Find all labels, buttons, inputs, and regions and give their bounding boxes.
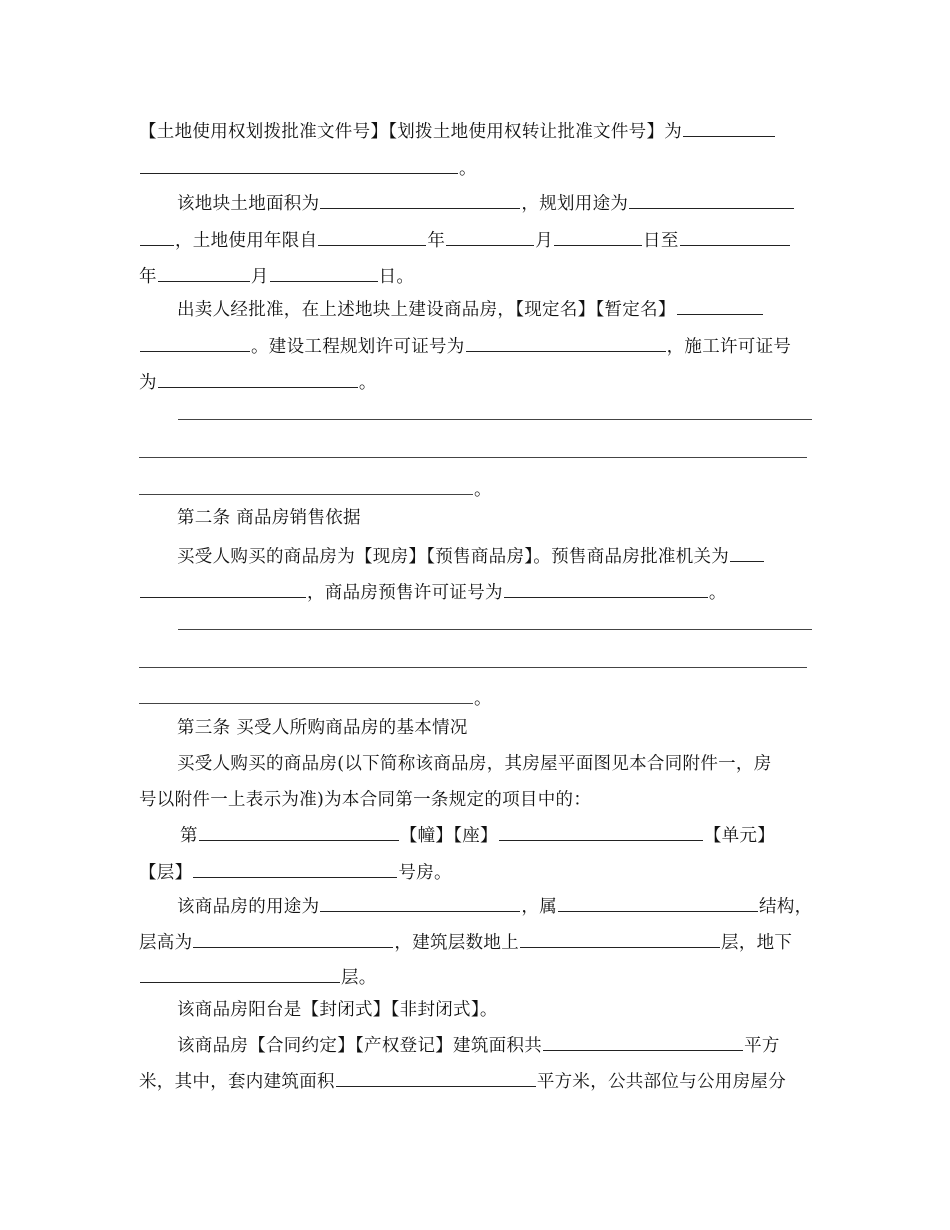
blank-rule[interactable] xyxy=(139,667,807,668)
balcony-text: 该商品房阳台是【封闭式】【非封闭式】。 xyxy=(177,1000,498,1020)
land-term-label: ，土地使用年限自 xyxy=(175,231,318,251)
blank-field[interactable] xyxy=(554,225,642,246)
blank-field[interactable] xyxy=(499,820,703,841)
blank-rule[interactable] xyxy=(139,703,473,704)
day-end-label: 日。 xyxy=(378,267,415,287)
article-2-heading xyxy=(177,504,814,532)
blank-rule[interactable] xyxy=(139,494,473,495)
floors-below-line xyxy=(139,962,814,990)
project-name-text: 出卖人经批准，在上述地块上建设商品房，【现定名】【暂定名】 xyxy=(177,300,676,320)
floor-line xyxy=(139,857,814,885)
planned-use-label: ，规划用途为 xyxy=(521,194,629,214)
article-3-heading xyxy=(177,714,814,742)
blank-rule[interactable] xyxy=(178,419,812,420)
house-desc-cont xyxy=(139,786,814,814)
year-label: 年 xyxy=(139,267,157,287)
land-area-label: 该地块土地面积为 xyxy=(177,194,320,214)
usage-line xyxy=(177,891,814,919)
land-permit-cont xyxy=(139,153,814,181)
blank-rule[interactable] xyxy=(178,629,812,630)
month-label: 月 xyxy=(535,231,554,251)
balcony-line xyxy=(177,996,814,1024)
blank-field[interactable] xyxy=(629,188,794,209)
blank-field[interactable] xyxy=(543,1030,743,1051)
blank-field[interactable] xyxy=(140,225,174,246)
building-label: 【幢】【座】 xyxy=(399,826,498,846)
inner-area-label: 米，其中，套内建筑面积 xyxy=(139,1072,335,1092)
house-desc-line xyxy=(177,750,814,778)
blank-rule[interactable] xyxy=(139,457,807,458)
floors-above-label: ，建筑层数地上 xyxy=(394,933,520,953)
blank-field[interactable] xyxy=(199,820,399,841)
permit-line xyxy=(139,331,814,359)
blank-field[interactable] xyxy=(336,1066,536,1087)
blank-field[interactable] xyxy=(193,927,393,948)
area-unit: 平方 xyxy=(744,1036,780,1056)
blank-field[interactable] xyxy=(466,331,666,352)
room-label: 号房。 xyxy=(398,863,452,883)
presale-permit-label: ，商品房预售许可证号为 xyxy=(307,583,503,603)
blank-field[interactable] xyxy=(683,116,775,137)
unit-prefix: 第 xyxy=(180,826,198,846)
presale-permit-line xyxy=(139,577,814,605)
area-label: 该商品房【合同约定】【产权登记】建筑面积共 xyxy=(177,1036,543,1056)
structure-prefix: ，属 xyxy=(521,897,558,917)
unit-label: 【单元】 xyxy=(703,826,776,846)
blank-field[interactable] xyxy=(193,857,397,878)
period: 。 xyxy=(708,583,727,603)
day-to-label: 日至 xyxy=(643,231,679,251)
article-3-title: 第三条 买受人所购商品房的基本情况 xyxy=(177,718,468,738)
area-line xyxy=(177,1030,814,1058)
blank-field[interactable] xyxy=(730,541,764,562)
blank-field[interactable] xyxy=(140,577,306,598)
structure-label: 结构， xyxy=(759,897,813,917)
blank-field[interactable] xyxy=(140,153,458,174)
inner-area-line xyxy=(139,1066,814,1094)
land-term-line xyxy=(139,225,814,253)
height-label: 层高为 xyxy=(139,933,193,953)
unit-line xyxy=(180,820,817,848)
floor-label: 【层】 xyxy=(139,863,193,883)
blank-field[interactable] xyxy=(320,188,520,209)
period: 。 xyxy=(474,480,492,500)
blank-field[interactable] xyxy=(520,927,720,948)
year-label: 年 xyxy=(427,231,446,251)
blank-field[interactable] xyxy=(140,962,340,983)
blank-field[interactable] xyxy=(140,331,250,352)
period: 。 xyxy=(459,159,477,179)
planning-permit-label: 。建设工程规划许可证号为 xyxy=(251,337,465,357)
land-term-end-line xyxy=(139,261,814,289)
blank-field[interactable] xyxy=(158,367,358,388)
project-name-line xyxy=(177,294,814,322)
land-permit-line xyxy=(139,116,814,144)
blank-field[interactable] xyxy=(446,225,534,246)
permit-prefix: 为 xyxy=(139,373,157,393)
land-area-line xyxy=(177,188,814,216)
month-label: 月 xyxy=(250,267,269,287)
shared-area-label: 平方米，公共部位与公用房屋分 xyxy=(536,1072,787,1092)
construction-permit-label: ，施工许可证号 xyxy=(666,337,792,357)
article-2-title: 第二条 商品房销售依据 xyxy=(177,508,361,528)
floors-suffix: 层。 xyxy=(341,968,377,988)
usage-label: 该商品房的用途为 xyxy=(177,897,320,917)
blank-field[interactable] xyxy=(270,261,378,282)
blank-field[interactable] xyxy=(320,891,520,912)
floors-below-label: 层，地下 xyxy=(721,933,793,953)
blank-field[interactable] xyxy=(680,225,790,246)
house-desc-cont-text: 号以附件一上表示为准)为本合同第一条规定的项目中的： xyxy=(139,790,592,810)
house-desc-text: 买受人购买的商品房(以下简称该商品房，其房屋平面图见本合同附件一，房 xyxy=(177,754,772,774)
presale-text: 买受人购买的商品房为【现房】【预售商品房】。预售商品房批准机关为 xyxy=(177,547,730,567)
blank-field[interactable] xyxy=(558,891,758,912)
blank-field[interactable] xyxy=(158,261,250,282)
permit-no-line xyxy=(139,367,814,395)
land-permit-text: 【土地使用权划拨批准文件号】【划拨土地使用权转让批准文件号】为 xyxy=(139,122,683,142)
period: 。 xyxy=(358,373,377,393)
blank-field[interactable] xyxy=(318,225,426,246)
blank-field[interactable] xyxy=(677,294,763,315)
period: 。 xyxy=(474,689,492,709)
presale-line xyxy=(177,541,814,569)
blank-field[interactable] xyxy=(504,577,708,598)
height-line xyxy=(139,927,814,955)
